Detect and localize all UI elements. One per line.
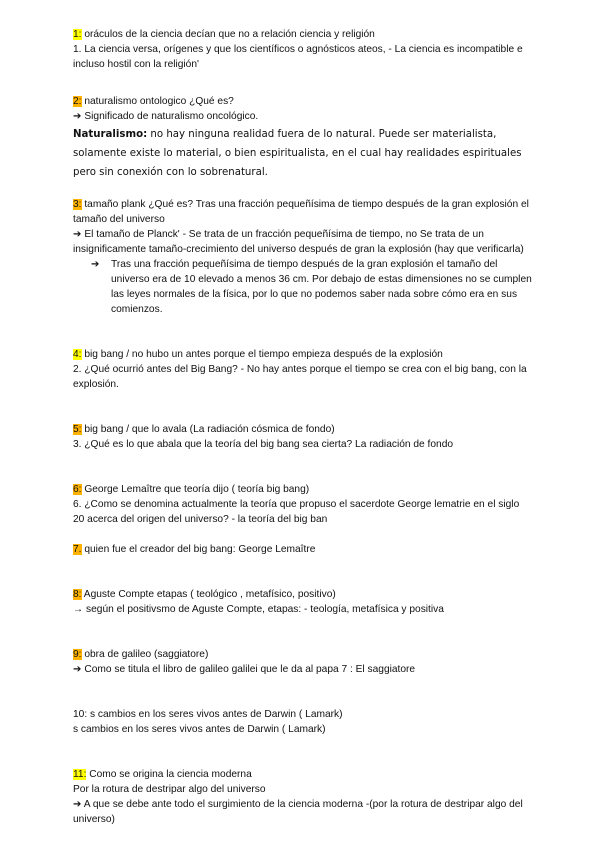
answer-text: 3. ¿Qué es lo que abala que la teoría del big bang sea cierta? La radiación de fondo bbox=[73, 439, 454, 450]
question-11 bbox=[73, 767, 533, 827]
answer-text: 1. La ciencia versa, orígenes y que los científicos o agnósticos ateos, - La ciencia es incompatible e incluso hostil con la religión' bbox=[73, 44, 523, 70]
question-number: 4: bbox=[73, 349, 82, 360]
question-title: quien fue el creador del big bang: George Lemaître bbox=[81, 544, 316, 555]
bullet-text: Tras una fracción pequeñísima de tiempo después de la gran explosión el tamaño del universo era de 10 elevado a menos 36 cm. Por debajo de estas dimensiones no se cumplen las leyes normales de la física, por lo que no podemos saber nada sobre cómo era en sus comienzos. bbox=[111, 259, 532, 315]
definition-text: no hay ninguna realidad fuera de lo natural. Puede ser materialista, solamente existe lo material, o bien espiritualista, en el cual hay realidades espirituales pero sin conexión con lo sobrenatural. bbox=[73, 129, 522, 178]
question-number: 1: bbox=[73, 29, 82, 40]
question-number: 11: bbox=[73, 769, 87, 780]
question-title: tamaño plank ¿Qué es? Tras una fracción pequeñísima de tiempo después de la gran explosión el tamaño del universo bbox=[73, 199, 529, 225]
definition-paragraph bbox=[73, 125, 533, 182]
question-title: big bang / que lo avala (La radiación cósmica de fondo) bbox=[81, 424, 335, 435]
answer-text: → según el positivsmo de Aguste Compte, etapas: - teología, metafísica y positiva bbox=[73, 604, 444, 615]
question-title: 10: s cambios en los seres vivos antes de Darwin ( Lamark) bbox=[73, 709, 343, 720]
question-title: big bang / no hubo un antes porque el tiempo empieza después de la explosión bbox=[81, 349, 443, 360]
question-1 bbox=[73, 27, 533, 72]
question-title: naturalismo ontologico ¿Qué es? bbox=[81, 96, 234, 107]
question-number: 3: bbox=[73, 199, 82, 210]
arrow-icon: ➔ bbox=[91, 259, 100, 270]
question-number: 9: bbox=[73, 649, 82, 660]
question-number: 6: bbox=[73, 484, 82, 495]
question-number: 7. bbox=[73, 544, 82, 555]
question-number: 2: bbox=[73, 96, 82, 107]
answer-text: 6. ¿Como se denomina actualmente la teoría que propuso el sacerdote George lematrie en el siglo 20 acerca del origen del universo? - la teoría del big ban bbox=[73, 499, 520, 525]
document-page bbox=[73, 27, 533, 827]
answer-arrow-line: ➔ Significado de naturalismo oncológico. bbox=[73, 111, 259, 122]
question-number: 8: bbox=[73, 589, 82, 600]
answer-text: 2. ¿Qué ocurrió antes del Big Bang? - No hay antes porque el tiempo se crea con el big bang, con la explosión. bbox=[73, 364, 527, 390]
question-3 bbox=[73, 197, 533, 317]
question-5 bbox=[73, 422, 533, 452]
question-9 bbox=[73, 647, 533, 677]
answer-line: Por la rotura de destripar algo del universo bbox=[73, 784, 266, 795]
question-title: George Lemaître que teoría dijo ( teoría big bang) bbox=[81, 484, 310, 495]
question-number: 5: bbox=[73, 424, 82, 435]
answer-text: s cambios en los seres vivos antes de Darwin ( Lamark) bbox=[73, 724, 326, 735]
question-2 bbox=[73, 94, 533, 182]
answer-text: ➔ Como se titula el libro de galileo galilei que le da al papa 7 : El saggiatore bbox=[73, 664, 416, 675]
question-title: obra de galileo (saggiatore) bbox=[81, 649, 209, 660]
question-title: Aguste Compte etapas ( teológico , metafísico, positivo) bbox=[81, 589, 336, 600]
question-4 bbox=[73, 347, 533, 392]
question-7 bbox=[73, 542, 533, 557]
answer-text: ➔ El tamaño de Planck' - Se trata de un fracción pequeñísima de tiempo, no Se trata de un insignificamente tamaño-crecimiento del universo después de gran la explosión (hay que verificarla) bbox=[73, 229, 524, 255]
question-10 bbox=[73, 707, 533, 737]
question-8 bbox=[73, 587, 533, 617]
question-title: oráculos de la ciencia decían que no a relación ciencia y religión bbox=[81, 29, 375, 40]
question-6 bbox=[73, 482, 533, 527]
answer-text: ➔ A que se debe ante todo el surgimiento de la ciencia moderna -(por la rotura de destripar algo del universo) bbox=[73, 799, 523, 825]
question-title: Como se origina la ciencia moderna bbox=[86, 769, 252, 780]
definition-term: Naturalismo: bbox=[73, 129, 148, 140]
bullet-item bbox=[73, 257, 533, 317]
